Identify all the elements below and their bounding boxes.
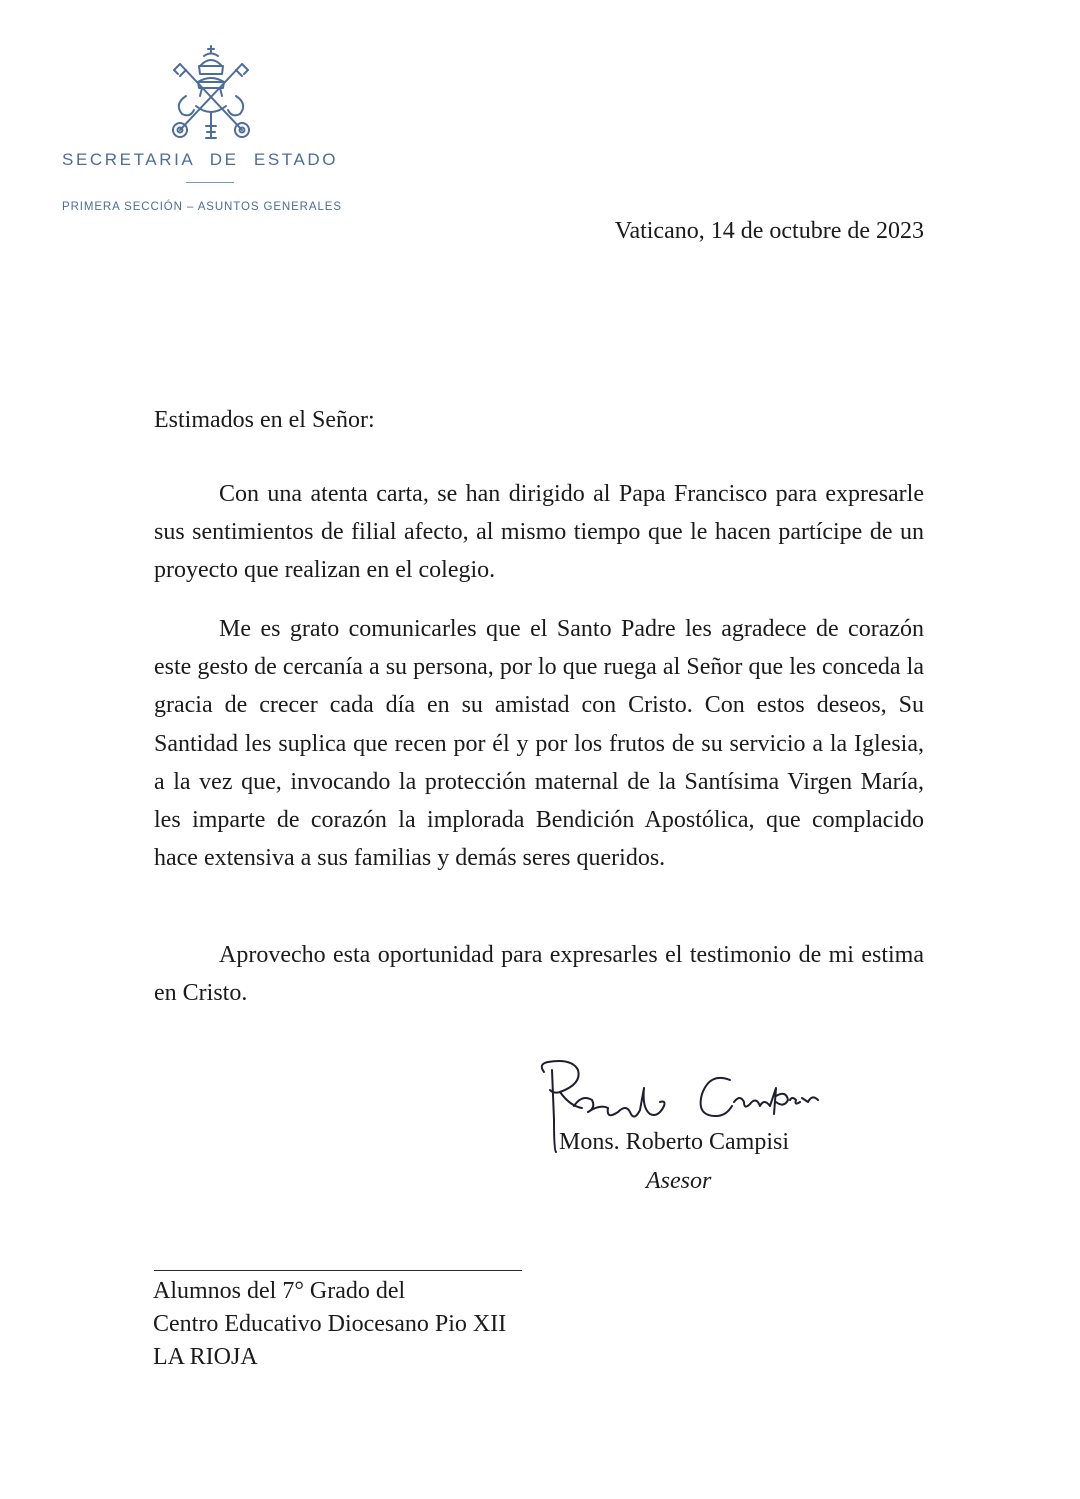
recipient-line-2: Centro Educativo Diocesano Pio XII (153, 1311, 507, 1337)
body-paragraph-1: Con una atenta carta, se han dirigido al Papa Francisco para expresarle sus sentimientos de filial afecto, al mismo tiempo que le hacen partícipe de un proyecto que realizan en el colegio. (154, 481, 924, 584)
letterhead-divider (186, 182, 234, 183)
recipient-address (153, 1275, 506, 1374)
section-name: PRIMERA SECCIÓN – ASUNTOS GENERALES (62, 201, 342, 213)
recipient-line-3: LA RIOJA (153, 1344, 258, 1370)
department-name: SECRETARIA DE ESTADO (62, 150, 339, 169)
papal-keys-tiara-icon (166, 44, 256, 142)
date-line: Vaticano, 14 de octubre de 2023 (614, 218, 924, 244)
signer-name: Mons. Roberto Campisi (559, 1129, 790, 1155)
recipient-divider (154, 1270, 522, 1271)
body-paragraph-3: Aprovecho esta oportunidad para expresarles el testimonio de mi estima en Cristo. (154, 942, 924, 1007)
signer-title: Asesor (646, 1168, 712, 1194)
greeting: Estimados en el Señor: (154, 407, 375, 433)
body-paragraph-2: Me es grato comunicarles que el Santo Padre les agradece de corazón este gesto de cercanía a su persona, por lo que ruega al Señor que les conceda la gracia de crecer cada día en su amistad con Cristo. Con estos deseos, Su Santidad les suplica que recen por él y por los frutos de su servicio a la Iglesia, a la vez que, invocando la protección maternal de la Santísima Virgen María, les imparte de corazón la implorada Bendición Apostólica, que complacido hace extensiva a sus familias y demás seres queridos. (154, 616, 924, 872)
recipient-line-1: Alumnos del 7° Grado del (153, 1278, 406, 1304)
